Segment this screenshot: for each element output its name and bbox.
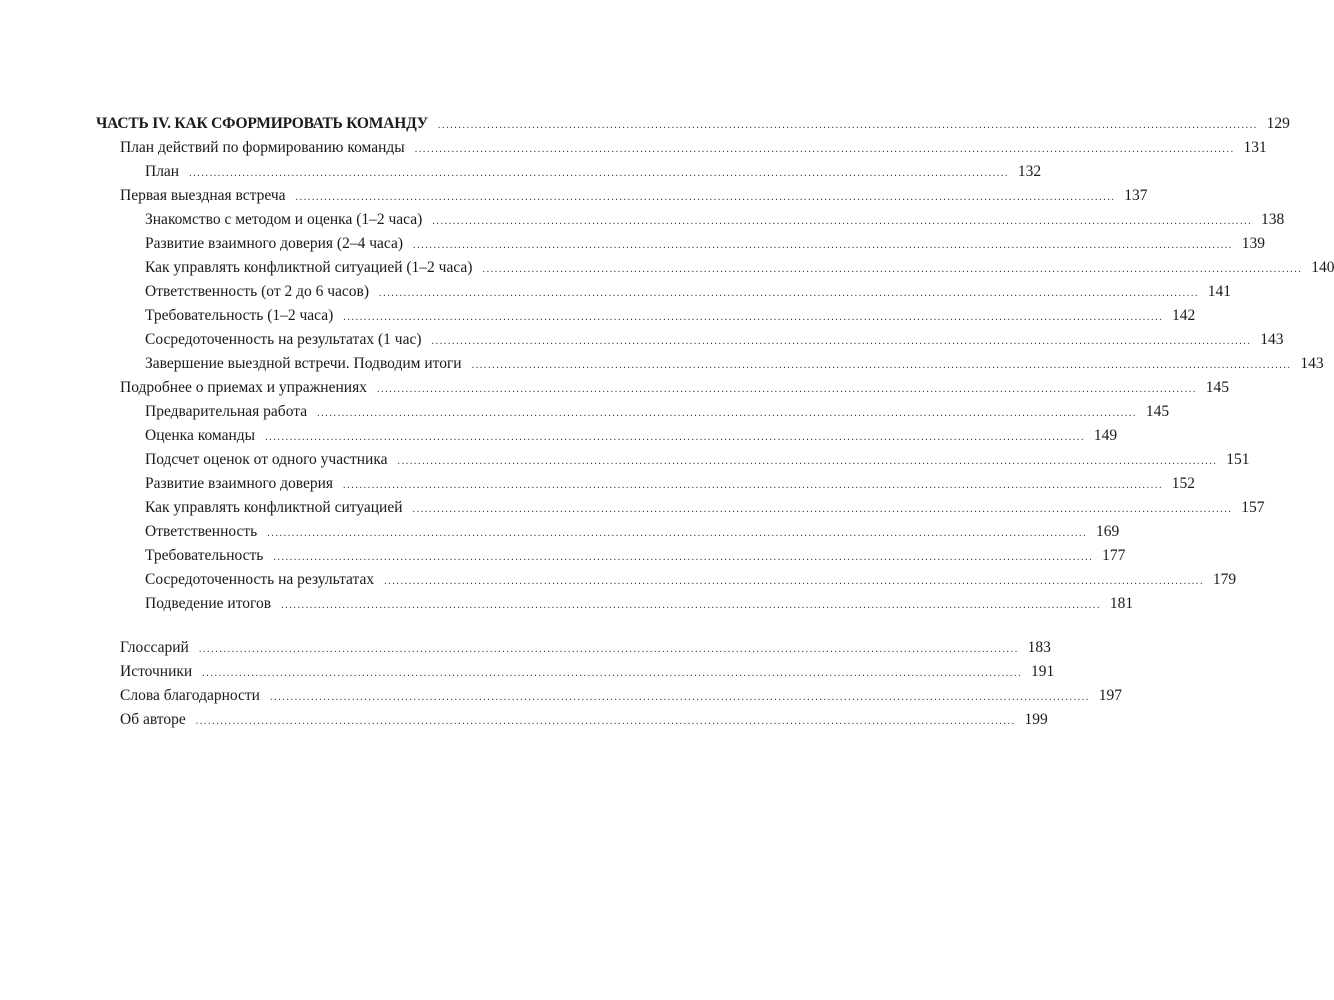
dot-leader: ........................................................................................................................................................................................................ <box>376 384 1197 395</box>
toc-entry-title: Глоссарий <box>120 639 189 656</box>
toc-entry[interactable] <box>0 544 1126 568</box>
toc-entry[interactable] <box>0 708 1048 732</box>
toc-part-title: ЧАСТЬ IV. КАК СФОРМИРОВАТЬ КОМАНДУ <box>96 115 428 132</box>
table-of-contents <box>0 112 1334 732</box>
dot-leader: ........................................................................................................................................................................................................ <box>397 456 1218 467</box>
toc-entry[interactable] <box>0 636 1051 660</box>
toc-entry-title: План <box>145 163 180 180</box>
toc-entry[interactable] <box>0 592 1134 616</box>
toc-page-number: 137 <box>1124 187 1148 204</box>
toc-entry-title: Первая выездная встреча <box>120 187 286 204</box>
dot-leader: ........................................................................................................................................................................................................ <box>198 644 1019 655</box>
toc-page-number: 179 <box>1212 571 1237 588</box>
toc-entry[interactable] <box>0 568 1237 592</box>
toc-page-number: 141 <box>1207 283 1232 300</box>
toc-part-heading[interactable] <box>0 112 1290 136</box>
toc-page-number: 151 <box>1226 451 1250 468</box>
toc-page-number: 169 <box>1096 523 1120 540</box>
toc-entry[interactable] <box>0 472 1196 496</box>
dot-leader: ........................................................................................................................................................................................................ <box>267 528 1088 539</box>
toc-entry-title: Об авторе <box>120 711 186 728</box>
toc-entry-title: Требовательность (1–2 часа) <box>145 307 334 324</box>
toc-entry[interactable] <box>0 160 1042 184</box>
toc-page-number: 181 <box>1109 595 1134 612</box>
toc-entry[interactable] <box>0 184 1148 208</box>
toc-entry[interactable] <box>0 376 1229 400</box>
toc-entry[interactable] <box>0 208 1285 232</box>
toc-page-number: 145 <box>1205 379 1229 396</box>
toc-page-number: 157 <box>1241 499 1265 516</box>
toc-entry[interactable] <box>0 660 1055 684</box>
toc-page-number: 140 <box>1311 259 1334 276</box>
toc-page-number: 145 <box>1145 403 1170 420</box>
toc-entry-title: Подведение итогов <box>145 595 272 612</box>
toc-entry[interactable] <box>0 496 1265 520</box>
dot-leader: ........................................................................................................................................................................................................ <box>431 336 1252 347</box>
toc-entry-title: Сосредоточенность на результатах <box>145 571 375 588</box>
toc-page-number: 152 <box>1171 475 1196 492</box>
toc-entry[interactable] <box>0 232 1265 256</box>
toc-entry-title: Слова благодарности <box>120 687 260 704</box>
toc-entry[interactable] <box>0 256 1334 280</box>
toc-page-number: 183 <box>1027 639 1051 656</box>
dot-leader: ........................................................................................................................................................................................................ <box>412 504 1233 515</box>
toc-entry[interactable] <box>0 280 1232 304</box>
toc-entry[interactable] <box>0 448 1250 472</box>
toc-page-number: 139 <box>1241 235 1265 252</box>
toc-page-number: 129 <box>1266 115 1290 132</box>
toc-page-number: 143 <box>1260 331 1284 348</box>
dot-leader: ........................................................................................................................................................................................................ <box>317 408 1138 419</box>
dot-leader: ........................................................................................................................................................................................................ <box>265 432 1086 443</box>
toc-entry-title: Ответственность <box>145 523 258 540</box>
dot-leader: ........................................................................................................................................................................................................ <box>273 552 1094 563</box>
dot-leader: ........................................................................................................................................................................................................ <box>281 600 1102 611</box>
toc-page-number: 143 <box>1300 355 1324 372</box>
toc-entry-title: Знакомство с методом и оценка (1–2 часа) <box>145 211 423 228</box>
toc-entry[interactable] <box>0 352 1324 376</box>
dot-leader: ........................................................................................................................................................................................................ <box>195 716 1016 727</box>
toc-page-number: 191 <box>1030 663 1055 680</box>
toc-page-number: 177 <box>1102 547 1126 564</box>
toc-entry[interactable] <box>0 136 1267 160</box>
toc-page-number: 197 <box>1098 687 1122 704</box>
toc-entry-title: Подсчет оценок от одного участника <box>145 451 388 468</box>
dot-leader: ........................................................................................................................................................................................................ <box>343 480 1164 491</box>
dot-leader: ........................................................................................................................................................................................................ <box>437 120 1258 131</box>
dot-leader: ........................................................................................................................................................................................................ <box>471 360 1292 371</box>
toc-entry-title: Ответственность (от 2 до 6 часов) <box>145 283 370 300</box>
dot-leader: ........................................................................................................................................................................................................ <box>384 576 1205 587</box>
toc-page-number: 131 <box>1243 139 1267 156</box>
toc-entry[interactable] <box>0 424 1118 448</box>
toc-entry-title: Как управлять конфликтной ситуацией (1–2 часа) <box>145 259 473 276</box>
toc-entry-title: Развитие взаимного доверия (2–4 часа) <box>145 235 403 252</box>
dot-leader: ........................................................................................................................................................................................................ <box>413 240 1233 251</box>
dot-leader: ........................................................................................................................................................................................................ <box>379 288 1200 299</box>
toc-page-number: 142 <box>1172 307 1196 324</box>
toc-back-matter <box>0 636 1122 732</box>
toc-page-number: 199 <box>1024 711 1048 728</box>
dot-leader: ........................................................................................................................................................................................................ <box>343 312 1164 323</box>
toc-page-number: 149 <box>1093 427 1118 444</box>
dot-leader: ........................................................................................................................................................................................................ <box>482 264 1303 275</box>
toc-entry[interactable] <box>0 328 1284 352</box>
toc-page-number: 132 <box>1017 163 1042 180</box>
section-gap <box>0 616 680 636</box>
toc-entry-title: Как управлять конфликтной ситуацией <box>145 499 403 516</box>
dot-leader: ........................................................................................................................................................................................................ <box>269 692 1090 703</box>
toc-entry[interactable] <box>0 520 1120 544</box>
toc-entry[interactable] <box>0 684 1122 708</box>
toc-entry-title: Предварительная работа <box>145 403 308 420</box>
toc-entry-title: Оценка команды <box>145 427 256 444</box>
dot-leader: ........................................................................................................................................................................................................ <box>202 668 1023 679</box>
toc-entry-title: Сосредоточенность на результатах (1 час) <box>145 331 422 348</box>
dot-leader: ........................................................................................................................................................................................................ <box>414 144 1235 155</box>
toc-entry-title: Завершение выездной встречи. Подводим итоги <box>145 355 462 372</box>
toc-entry-title: Требовательность <box>145 547 264 564</box>
dot-leader: ........................................................................................................................................................................................................ <box>189 168 1010 179</box>
toc-entry[interactable] <box>0 304 1196 328</box>
toc-entry-title: План действий по формированию команды <box>120 139 405 156</box>
dot-leader: ........................................................................................................................................................................................................ <box>295 192 1116 203</box>
toc-entry-title: Источники <box>120 663 193 680</box>
toc-entry-title: Подробнее о приемах и упражнениях <box>120 379 367 396</box>
toc-entries <box>0 136 1334 616</box>
toc-entry-title: Развитие взаимного доверия <box>145 475 334 492</box>
toc-entry[interactable] <box>0 400 1170 424</box>
toc-page-number: 138 <box>1261 211 1285 228</box>
dot-leader: ........................................................................................................................................................................................................ <box>432 216 1253 227</box>
